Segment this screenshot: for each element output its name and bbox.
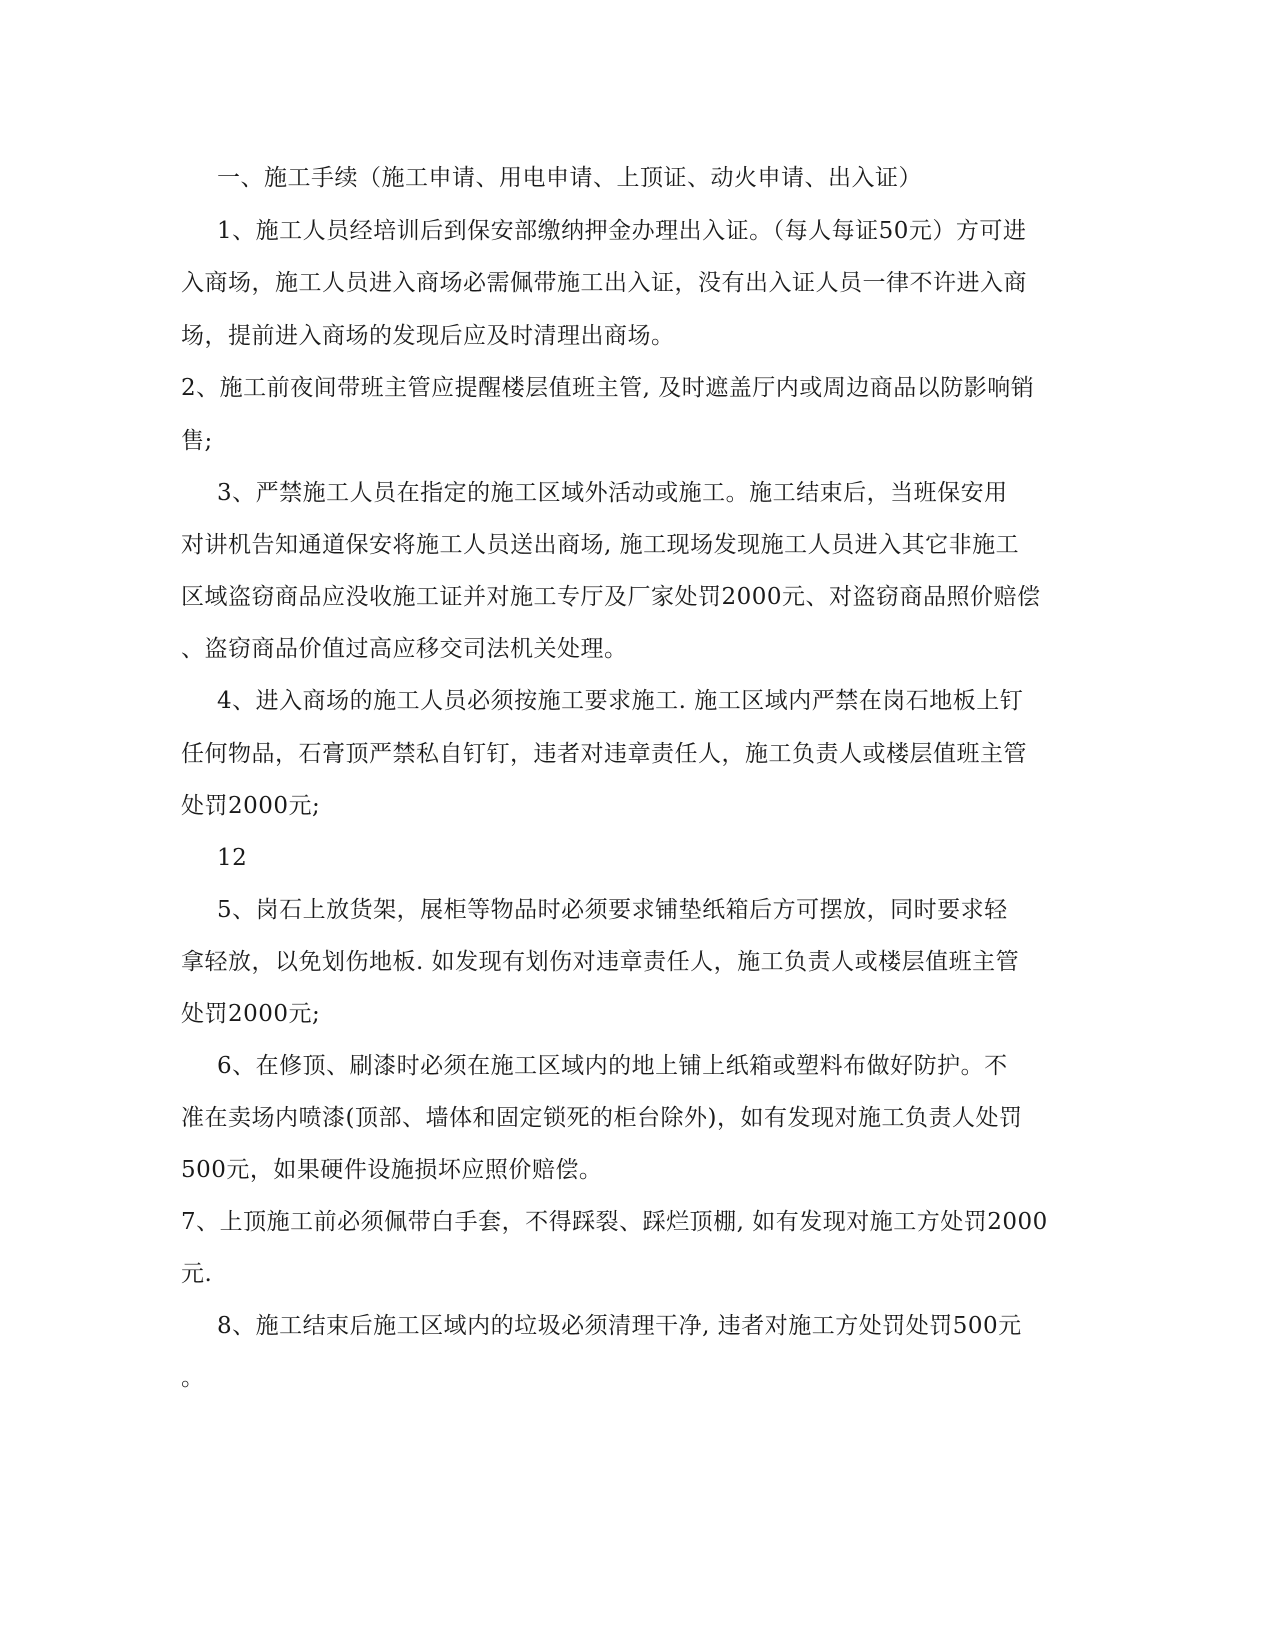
- section-heading: 一、施工手续（施工申请、用电申请、上顶证、动火申请、出入证）: [217, 165, 922, 191]
- paragraph-line: 、盗窃商品价值过高应移交司法机关处理。: [181, 636, 628, 662]
- paragraph-line: 500元，如果硬件设施损坏应照价赔偿。: [181, 1157, 603, 1183]
- paragraph-line: 处罚2000元;: [181, 793, 321, 819]
- paragraph-line: 售;: [181, 428, 213, 454]
- paragraph-line: 对讲机告知通道保安将施工人员送出商场, 施工现场发现施工人员进入其它非施工: [181, 532, 1020, 558]
- paragraph-line: 处罚2000元;: [181, 1001, 321, 1027]
- page-number: 12: [217, 845, 248, 871]
- paragraph-line: 7、上顶施工前必须佩带白手套，不得踩裂、踩烂顶棚, 如有发现对施工方处罚2000: [181, 1209, 1048, 1235]
- paragraph-line: 入商场，施工人员进入商场必需佩带施工出入证，没有出入证人员一律不许进入商: [181, 270, 1027, 296]
- paragraph-line: 4、进入商场的施工人员必须按施工要求施工. 施工区域内严禁在岗石地板上钉: [217, 688, 1024, 714]
- paragraph-line: 区域盗窃商品应没收施工证并对施工专厅及厂家处罚2000元、对盗窃商品照价赔偿: [181, 584, 1041, 610]
- paragraph-line: 8、施工结束后施工区域内的垃圾必须清理干净, 违者对施工方处罚处罚500元: [217, 1313, 1022, 1339]
- paragraph-line: 任何物品，石膏顶严禁私自钉钉，违者对违章责任人，施工负责人或楼层值班主管: [181, 741, 1027, 767]
- paragraph-line: 2、施工前夜间带班主管应提醒楼层值班主管, 及时遮盖厅内或周边商品以防影响销: [181, 375, 1035, 401]
- paragraph-line: 准在卖场内喷漆(顶部、墙体和固定锁死的柜台除外)，如有发现对施工负责人处罚: [181, 1105, 1023, 1131]
- paragraph-line: 6、在修顶、刷漆时必须在施工区域内的地上铺上纸箱或塑料布做好防护。不: [217, 1053, 1008, 1079]
- paragraph-line: 。: [181, 1365, 205, 1391]
- paragraph-line: 拿轻放，以免划伤地板. 如发现有划伤对违章责任人，施工负责人或楼层值班主管: [181, 949, 1020, 975]
- paragraph-line: 场，提前进入商场的发现后应及时清理出商场。: [181, 323, 675, 349]
- paragraph-line: 5、岗石上放货架，展柜等物品时必须要求铺垫纸箱后方可摆放，同时要求轻: [217, 897, 1008, 923]
- paragraph-line: 1、施工人员经培训后到保安部缴纳押金办理出入证。（每人每证50元）方可进: [217, 218, 1027, 244]
- paragraph-line: 3、严禁施工人员在指定的施工区域外活动或施工。施工结束后，当班保安用: [217, 480, 1008, 506]
- paragraph-line: 元.: [181, 1261, 213, 1287]
